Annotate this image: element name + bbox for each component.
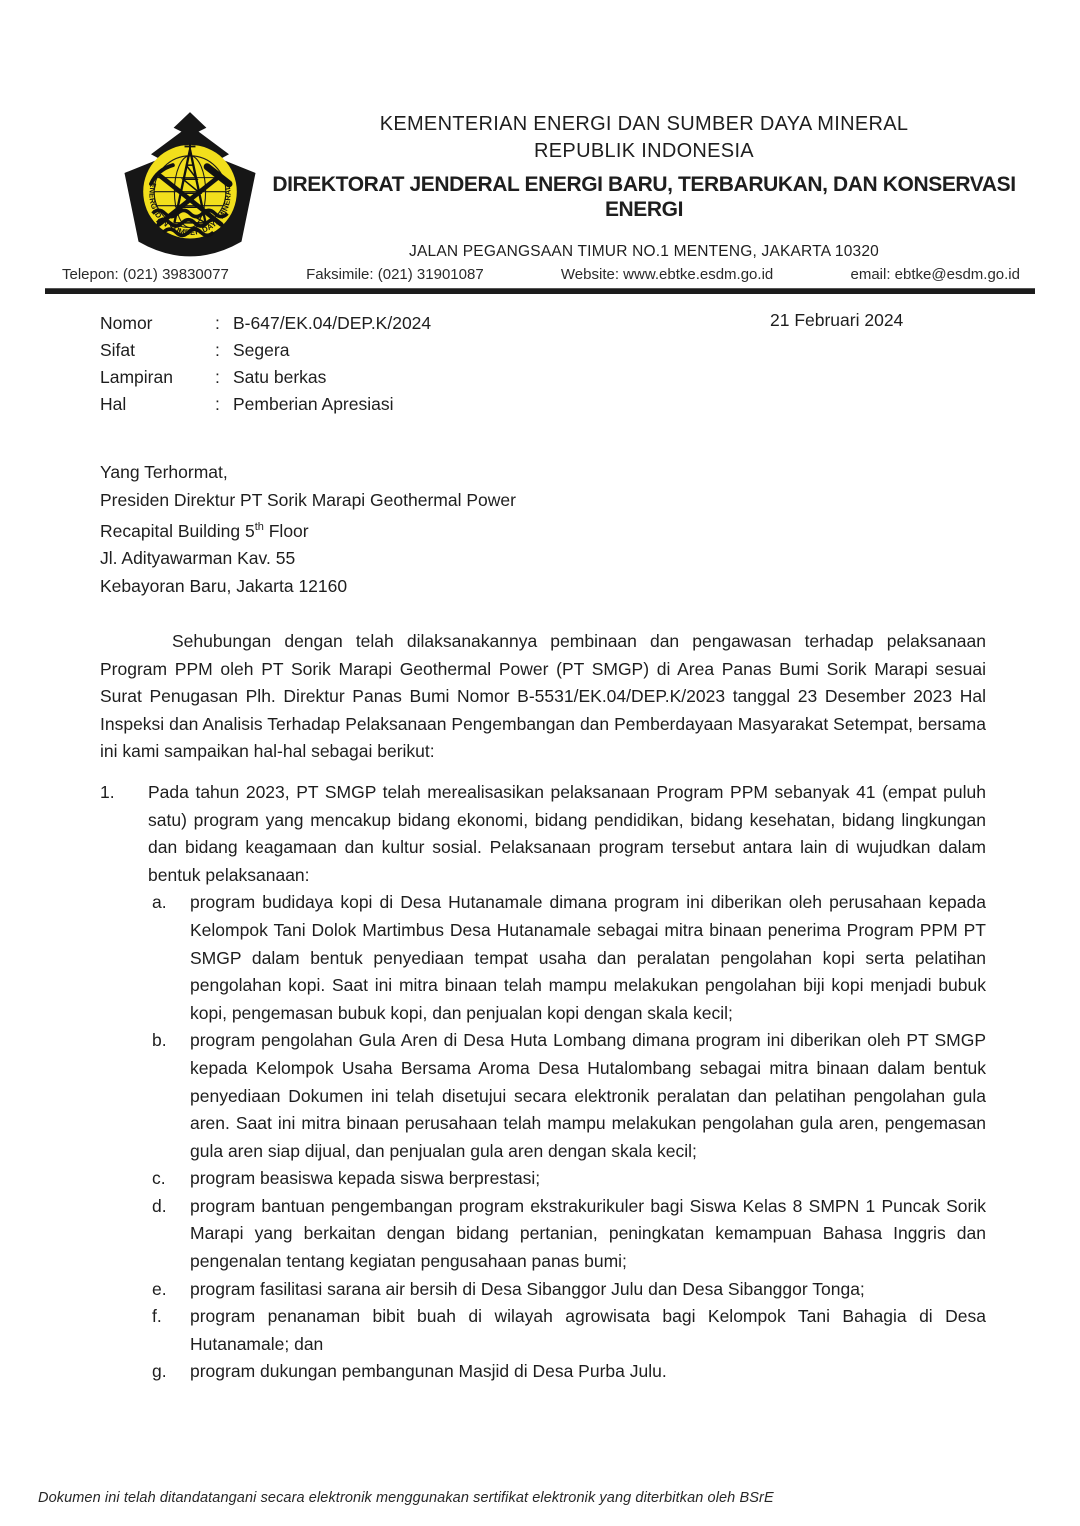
- meta-separator: :: [215, 367, 220, 387]
- sub-item-marker: e.: [152, 1278, 167, 1299]
- republic-name: REPUBLIK INDONESIA: [534, 140, 754, 162]
- contact-row: [62, 266, 1020, 283]
- sub-item-f: [152, 1303, 986, 1358]
- esdm-ministry-emblem-icon: [112, 106, 268, 268]
- sub-item-e: [152, 1276, 986, 1304]
- fax-contact: Faksimile: (021) 31901087: [306, 266, 484, 283]
- recipient-building: Recapital Building 5th Floor: [100, 520, 309, 541]
- electronic-signature-note: Dokumen ini telah ditandatangani secara elektronik menggunakan sertifikat elektronik yang diterbitkan oleh BSrE: [38, 1490, 774, 1506]
- sub-item-marker: a.: [152, 892, 167, 913]
- phone-contact: Telepon: (021) 39830077: [62, 266, 229, 283]
- recipient-street: Jl. Adityawarman Kav. 55: [100, 548, 296, 569]
- meta-row-hal: [100, 391, 431, 418]
- meta-label: Nomor: [100, 313, 153, 333]
- letter-urgency: Segera: [233, 340, 290, 360]
- email-contact: email: ebtke@esdm.go.id: [850, 266, 1020, 283]
- item-text: Pada tahun 2023, PT SMGP telah merealisasikan pelaksanaan Program PPM sebanyak 41 (empat puluh satu) program yang mencakup bidang ekonomi, bidang pendidikan, bidang kesehatan, bidang lingkungan dan bidang keagamaan dan kultur sosial. Pelaksanaan program tersebut antara lain di wujudkan dalam bentuk pelaksanaan:: [148, 781, 986, 885]
- letter-attachment: Satu berkas: [233, 367, 327, 387]
- letter-number: B-647/EK.04/DEP.K/2024: [233, 313, 432, 333]
- letter-date: 21 Februari 2024: [770, 310, 904, 330]
- sub-item-text: program pengolahan Gula Aren di Desa Huta Lombang dimana program ini diberikan oleh PT SMGP kepada Kelompok Usaha Bersama Aroma Desa Hutalombang sebagai mitra binaan dalam bentuk penyediaan Dokumen ini telah disetujui secara elektronik peralatan dan pelatihan pengolahan gula aren. Saat ini mitra binaan perusahaan telah mampu melakukan pengolahan gula aren, pengemasan gula aren siap dijual, dan penjualan gula aren dengan skala kecil;: [190, 1030, 986, 1161]
- sub-item-c: [152, 1165, 986, 1193]
- sub-item-g: [152, 1358, 986, 1386]
- directorate-name: DIREKTORAT JENDERAL ENERGI BARU, TERBARUKAN, DAN KONSERVASI ENERGI: [272, 173, 1016, 222]
- sub-item-text: program penanaman bibit buah di wilayah agrowisata bagi Kelompok Tani Bahagia di Desa Hutanamale; dan: [190, 1306, 986, 1354]
- item-number: 1.: [100, 781, 115, 802]
- sub-item-marker: c.: [152, 1168, 166, 1189]
- website-contact: Website: www.ebtke.esdm.go.id: [560, 266, 774, 283]
- recipient-name: Presiden Direktur PT Sorik Marapi Geothermal Power: [100, 489, 516, 510]
- sub-item-d: [152, 1193, 986, 1276]
- meta-row-nomor: [100, 310, 431, 337]
- letter-body: [100, 628, 986, 1386]
- sub-item-text: program bantuan pengembangan program ekstrakurikuler bagi Siswa Kelas 8 SMPN 1 Puncak Sorik Marapi yang berkaitan dengan bidang pertanian, peningkatan kemampuan Bahasa Inggris dan pengenalan tentang kegiatan pengusahaan panas bumi;: [190, 1195, 986, 1272]
- sub-item-text: program beasiswa kepada siswa berprestasi;: [190, 1168, 541, 1189]
- sub-item-a: [152, 889, 986, 1027]
- sub-item-text: program budidaya kopi di Desa Hutanamale dimana program ini diberikan oleh perusahaan kepada Kelompok Tani Dolok Martimbus Desa Hutanamale sebagai mitra binaan penerima Program PPM PT SMGP dalam bentuk penyediaan tempat usaha dan peralatan pengolahan kopi serta pelatihan pengolahan kopi. Saat ini mitra binaan telah mampu melakukan pengolahan biji kopi menjadi bubuk kopi, pengemasan bubuk kopi, dan penjualan kopi dengan skala kecil;: [190, 892, 986, 1023]
- letter-subject: Pemberian Apresiasi: [233, 394, 394, 414]
- sub-item-text: program dukungan pembangunan Masjid di Desa Purba Julu.: [190, 1361, 667, 1382]
- numbered-item-1: [100, 779, 986, 1386]
- recipient-block: [100, 459, 516, 600]
- sub-item-text: program fasilitasi sarana air bersih di Desa Sibanggor Julu dan Desa Sibanggor Tonga;: [190, 1278, 865, 1299]
- emblem-ring-text: ENERGI DAN SUMBER DAYA MINERAL: [147, 181, 233, 237]
- recipient-city: Kebayoran Baru, Jakarta 12160: [100, 575, 348, 596]
- letterhead-divider: [45, 288, 1035, 294]
- meta-label: Hal: [100, 394, 127, 414]
- meta-label: Lampiran: [100, 367, 173, 387]
- ministry-name: KEMENTERIAN ENERGI DAN SUMBER DAYA MINERAL: [379, 113, 909, 135]
- meta-row-lampiran: [100, 364, 431, 391]
- sub-item-list: [152, 889, 986, 1386]
- meta-label: Sifat: [100, 340, 136, 360]
- office-address: JALAN PEGANGSAAN TIMUR NO.1 MENTENG, JAKARTA 10320: [409, 243, 879, 261]
- sub-item-marker: f.: [152, 1306, 162, 1327]
- meta-separator: :: [215, 340, 220, 360]
- sub-item-marker: d.: [152, 1195, 167, 1216]
- letterhead: [268, 112, 1020, 262]
- ordinal-suffix: th: [254, 521, 264, 533]
- opening-paragraph: Sehubungan dengan telah dilaksanakannya pembinaan dan pengawasan terhadap pelaksanaan Program PPM oleh PT Sorik Marapi Geothermal Power (PT SMGP) di Area Panas Bumi Sorik Marapi sesuai Surat Penugasan Plh. Direktur Panas Bumi Nomor B-5531/EK.04/DEP.K/2023 tanggal 23 Desember 2023 Hal Inspeksi dan Analisis Terhadap Pelaksanaan Pengembangan dan Pemberdayaan Masyarakat Setempat, bersama ini kami sampaikan hal-hal sebagai berikut:: [100, 631, 986, 762]
- letter-meta: [100, 310, 431, 418]
- sub-item-marker: g.: [152, 1361, 167, 1382]
- sub-item-b: [152, 1027, 986, 1165]
- recipient-salutation: Yang Terhormat,: [100, 462, 228, 482]
- meta-separator: :: [215, 394, 220, 414]
- sub-item-marker: b.: [152, 1030, 167, 1051]
- meta-row-sifat: [100, 337, 431, 364]
- meta-separator: :: [215, 313, 220, 333]
